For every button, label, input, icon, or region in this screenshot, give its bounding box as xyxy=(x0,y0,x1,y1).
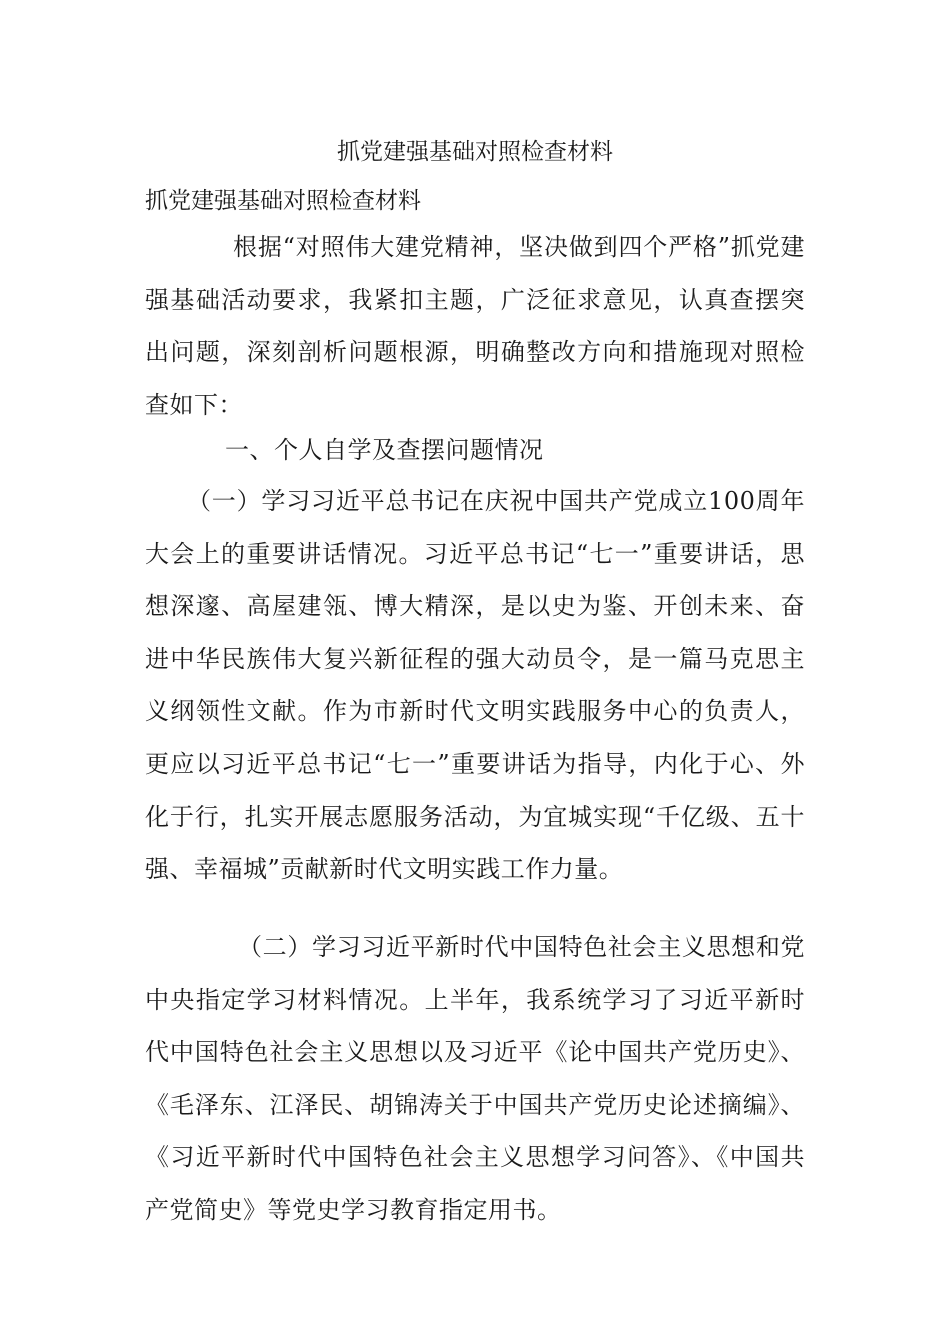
body-paragraph-2: （二）学习习近平新时代中国特色社会主义思想和党中央指定学习材料情况。上半年，我系统学习了习近平新时代中国特色社会主义思想以及习近平《论中国共产党历史》、《毛泽东、江泽民、胡锦涛关于中国共产党历史论述摘编》、《习近平新时代中国特色社会主义思想学习问答》、《中国共产党简史》等党史学习教育指定用书。 xyxy=(145,933,805,1224)
document-title: 抓党建强基础对照检查材料 xyxy=(337,139,613,165)
document-subtitle: 抓党建强基础对照检查材料 xyxy=(145,188,421,214)
intro-paragraph: 根据“对照伟大建党精神，坚决做到四个严格”抓党建强基础活动要求，我紧扣主题，广泛征求意见，认真查摆突出问题，深刻剖析问题根源，明确整改方向和措施现对照检查如下： xyxy=(145,233,805,419)
section-heading: 一、个人自学及查摆问题情况 xyxy=(225,436,544,464)
body-paragraph-1: （一）学习习近平总书记在庆祝中国共产党成立100周年大会上的重要讲话情况。习近平总书记“七一”重要讲话，思想深邃、高屋建瓴、博大精深，是以史为鉴、开创未来、奋进中华民族伟大复兴新征程的强大动员令，是一篇马克思主义纲领性文献。作为市新时代文明实践服务中心的负责人，更应以习近平总书记“七一”重要讲话为指导，内化于心、外化于行，扎实开展志愿服务活动，为宜城实现“千亿级、五十强、幸福城”贡献新时代文明实践工作力量。 xyxy=(145,487,805,884)
